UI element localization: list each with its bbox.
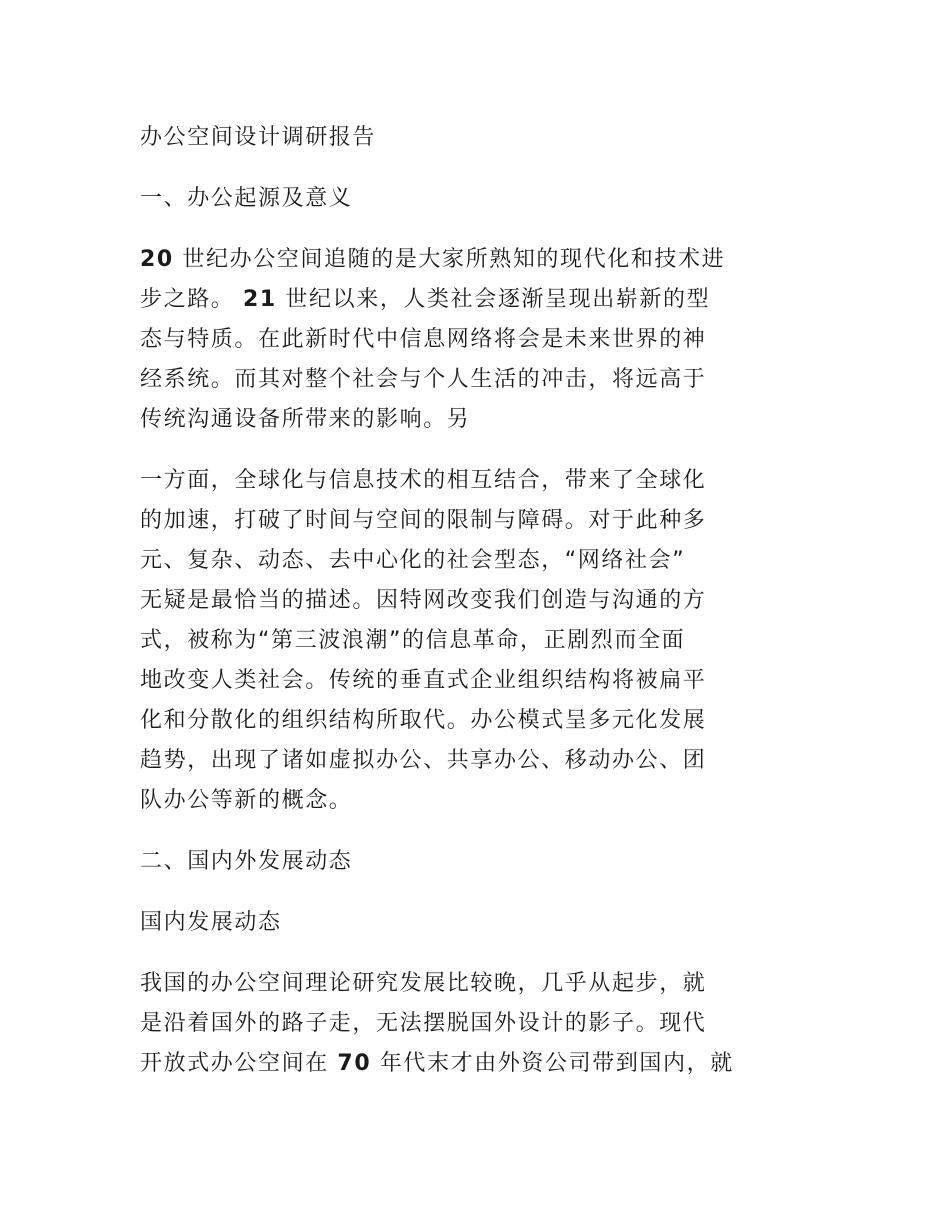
line-text: 开放式办公空间在 <box>140 1051 338 1076</box>
year-number: 21 <box>243 287 277 312</box>
paragraph-line: 的加速，打破了时间与空间的限制与障碍。对于此种多 <box>140 508 707 533</box>
paragraph-line: 化和分散化的组织结构所取代。办公模式呈多元化发展 <box>140 708 707 733</box>
paragraph-line: 态与特质。在此新时代中信息网络将会是未来世界的神 <box>140 327 707 352</box>
paragraph-line: 式，被称为“第三波浪潮”的信息革命，正剧烈而全面 <box>140 628 686 653</box>
paragraph-intro <box>140 240 810 440</box>
line-text: 年代末才由外资公司带到国内，就 <box>371 1051 734 1076</box>
paragraph-globalization <box>140 461 810 821</box>
paragraph-line: 是沿着国外的路子走，无法摆脱国外设计的影子。现代 <box>140 1011 707 1036</box>
paragraph-line: 传统沟通设备所带来的影响。另 <box>140 407 471 432</box>
paragraph-line: 无疑是最恰当的描述。因特网改变我们创造与沟通的方 <box>140 588 707 613</box>
section-heading-origin: 一、办公起源及意义 <box>140 186 353 211</box>
year-number: 20 <box>140 247 174 272</box>
paragraph-line: 地改变人类社会。传统的垂直式企业组织结构将被扁平 <box>140 668 707 693</box>
paragraph-domestic <box>140 964 810 1084</box>
paragraph-line: 趋势，出现了诸如虚拟办公、共享办公、移动办公、团 <box>140 748 707 773</box>
paragraph-line: 经系统。而其对整个社会与个人生活的冲击，将远高于 <box>140 367 707 392</box>
section-heading-development: 二、国内外发展动态 <box>140 849 353 874</box>
line-text: 世纪以来，人类社会逐渐呈现出崭新的型 <box>276 287 711 312</box>
subsection-heading-domestic: 国内发展动态 <box>140 910 282 935</box>
line-text: 步之路。 <box>140 287 243 312</box>
paragraph-line <box>140 240 810 280</box>
paragraph-line: 元、复杂、动态、去中心化的社会型态，“网络社会” <box>140 548 686 573</box>
document-title: 办公空间设计调研报告 <box>140 125 377 150</box>
paragraph-line: 队办公等新的概念。 <box>140 788 353 813</box>
paragraph-line: 我国的办公空间理论研究发展比较晚，几乎从起步，就 <box>140 971 707 996</box>
paragraph-line <box>140 280 810 320</box>
line-text: 世纪办公空间追随的是大家所熟知的现代化和技术进 <box>173 247 726 272</box>
paragraph-line <box>140 1044 810 1084</box>
paragraph-line: 一方面，全球化与信息技术的相互结合，带来了全球化 <box>140 468 707 493</box>
year-number: 70 <box>337 1051 372 1076</box>
document-page <box>140 118 810 1105</box>
